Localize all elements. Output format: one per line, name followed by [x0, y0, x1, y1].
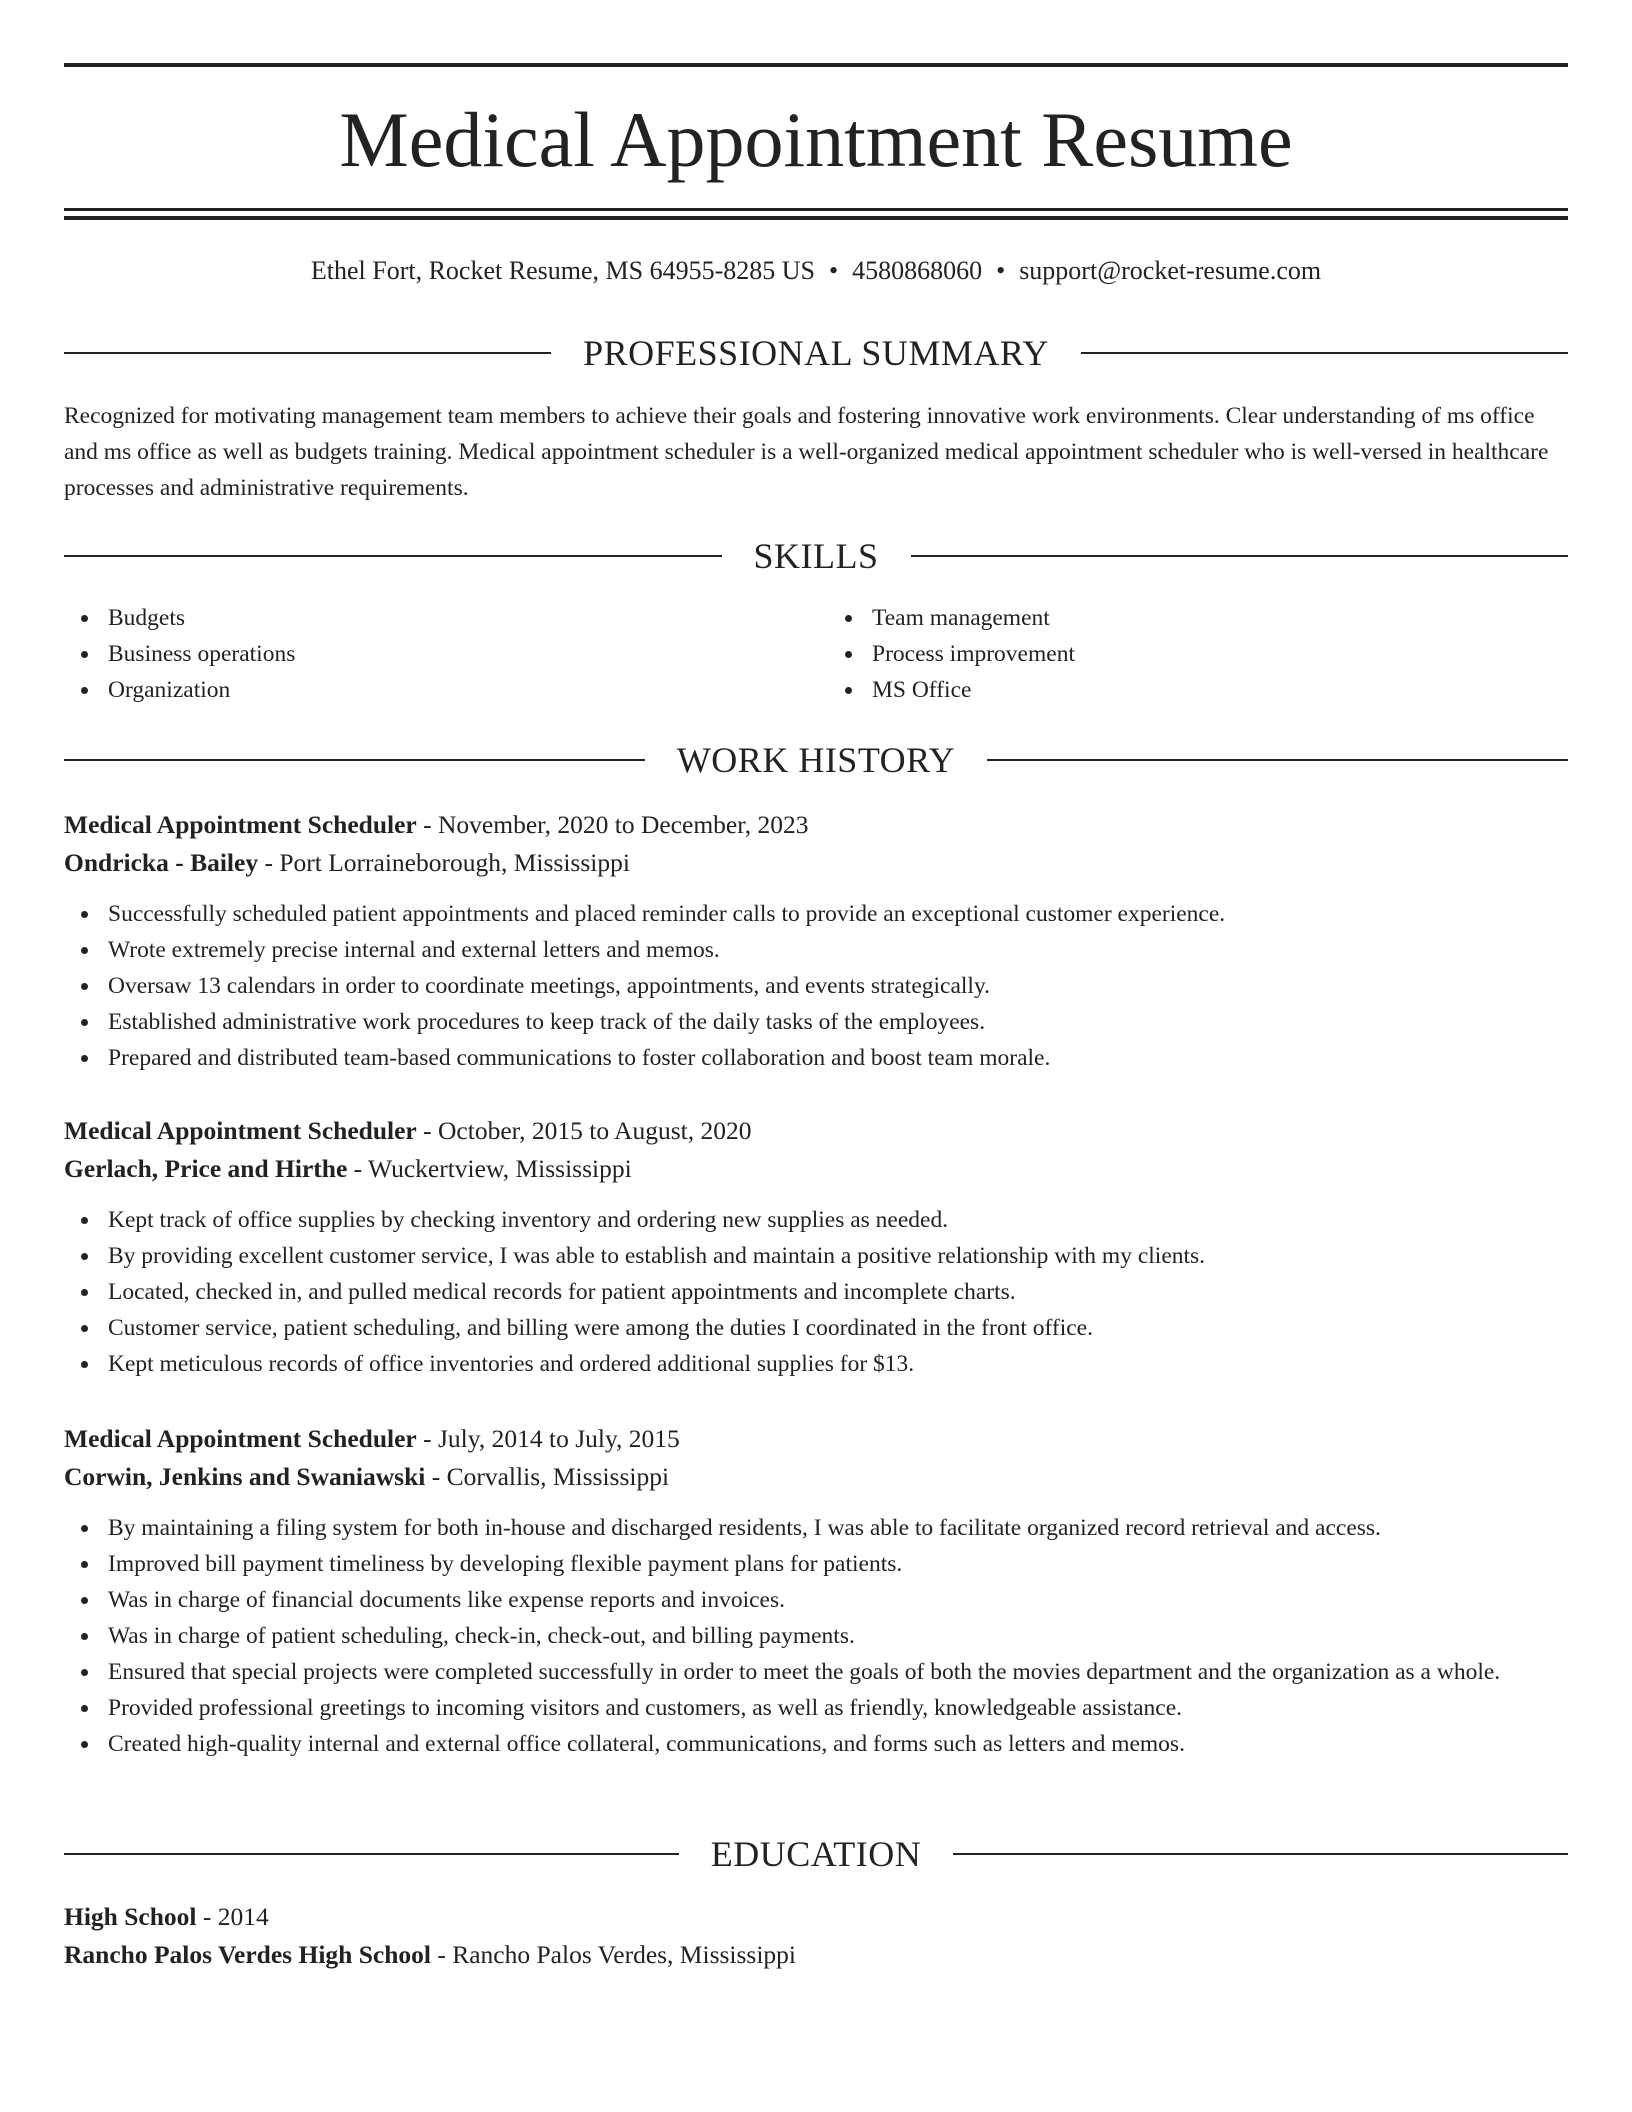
job-bullets [64, 1202, 1568, 1382]
list-item: Was in charge of patient scheduling, check-in, check-out, and billing payments. [64, 1618, 1568, 1654]
contact-line [64, 254, 1568, 288]
list-item: Process improvement [828, 636, 1568, 672]
list-item: Prepared and distributed team-based communications to foster collaboration and boost team morale. [64, 1040, 1568, 1076]
job-title-line [64, 1112, 1568, 1150]
list-item: MS Office [828, 672, 1568, 708]
job-title-line [64, 806, 1568, 844]
section-title: EDUCATION [710, 1834, 922, 1874]
job-title: Medical Appointment Scheduler [64, 810, 417, 839]
top-rule [64, 63, 1568, 67]
list-item: Business operations [64, 636, 816, 672]
section-title: PROFESSIONAL SUMMARY [583, 333, 1049, 373]
education-year: - 2014 [196, 1902, 269, 1931]
job-entry [64, 1112, 1568, 1382]
section-rule-left [64, 352, 551, 354]
list-item: Organization [64, 672, 816, 708]
section-rule-right [987, 759, 1568, 761]
list-item: Created high-quality internal and external office collateral, communications, and forms such as letters and memos. [64, 1726, 1568, 1762]
section-rule-right [953, 1853, 1568, 1855]
list-item: Provided professional greetings to incoming visitors and customers, as well as friendly, knowledgeable assistance. [64, 1690, 1568, 1726]
list-item: Kept meticulous records of office inventories and ordered additional supplies for $13. [64, 1346, 1568, 1382]
list-item: Kept track of office supplies by checking inventory and ordering new supplies as needed. [64, 1202, 1568, 1238]
skills-column-left [64, 600, 816, 708]
education-entry [64, 1898, 1568, 1974]
list-item: Improved bill payment timeliness by developing flexible payment plans for patients. [64, 1546, 1568, 1582]
list-item: Established administrative work procedures to keep track of the daily tasks of the employees. [64, 1004, 1568, 1040]
section-header-education [64, 1832, 1568, 1876]
job-location: - Corvallis, Mississippi [425, 1462, 670, 1491]
contact-separator: • [996, 256, 1006, 285]
list-item: Budgets [64, 600, 816, 636]
list-item: Located, checked in, and pulled medical records for patient appointments and incomplete charts. [64, 1274, 1568, 1310]
job-entry [64, 806, 1568, 1076]
section-header-work [64, 738, 1568, 782]
skills-column-right [816, 600, 1568, 708]
list-item: By maintaining a filing system for both in-house and discharged residents, I was able to facilitate organized record retrieval and access. [64, 1510, 1568, 1546]
page-title: Medical Appointment Resume [339, 96, 1293, 183]
job-bullets [64, 1510, 1568, 1762]
education-location: - Rancho Palos Verdes, Mississippi [430, 1940, 797, 1969]
job-dates: - November, 2020 to December, 2023 [416, 810, 809, 839]
skills-list [64, 600, 1568, 708]
summary-text: Recognized for motivating management team members to achieve their goals and fostering innovative work environments. Clear understanding of ms office and ms office as well as budgets training. Medical appointment scheduler is a well-organized medical appointment scheduler who is well-versed in healthcare processes and administrative requirements. [64, 403, 1549, 501]
section-title: WORK HISTORY [676, 740, 956, 780]
job-company: Ondricka - Bailey [64, 848, 259, 877]
education-school-line [64, 1936, 1568, 1974]
section-rule-left [64, 1853, 679, 1855]
list-item: Wrote extremely precise internal and external letters and memos. [64, 932, 1568, 968]
section-title: SKILLS [753, 536, 879, 576]
contact-email: support@rocket-resume.com [1019, 256, 1322, 285]
section-header-summary [64, 331, 1568, 375]
list-item: Oversaw 13 calendars in order to coordinate meetings, appointments, and events strategically. [64, 968, 1568, 1004]
education-school: Rancho Palos Verdes High School [64, 1940, 431, 1969]
job-company-line [64, 1150, 1568, 1188]
job-location: - Port Lorraineborough, Mississippi [258, 848, 630, 877]
job-entry [64, 1420, 1568, 1762]
education-degree: High School [64, 1902, 197, 1931]
list-item: Was in charge of financial documents like expense reports and invoices. [64, 1582, 1568, 1618]
section-rule-right [1081, 352, 1568, 354]
contact-separator: • [828, 256, 839, 285]
job-dates: - July, 2014 to July, 2015 [416, 1424, 680, 1453]
section-rule-left [64, 555, 722, 557]
job-company: Gerlach, Price and Hirthe [64, 1154, 348, 1183]
job-dates: - October, 2015 to August, 2020 [416, 1116, 752, 1145]
contact-address: Ethel Fort, Rocket Resume, MS 64955-8285 US [310, 256, 815, 285]
job-bullets [64, 896, 1568, 1076]
job-company-line [64, 1458, 1568, 1496]
job-title: Medical Appointment Scheduler [64, 1116, 417, 1145]
list-item: Ensured that special projects were completed successfully in order to meet the goals of both the movies department and the organization as a whole. [64, 1654, 1568, 1690]
section-header-skills [64, 534, 1568, 578]
title-double-rule [64, 208, 1568, 220]
job-title: Medical Appointment Scheduler [64, 1424, 417, 1453]
section-rule-right [911, 555, 1569, 557]
job-location: - Wuckertview, Mississippi [347, 1154, 632, 1183]
education-degree-line [64, 1898, 1568, 1936]
list-item: Team management [828, 600, 1568, 636]
job-company-line [64, 844, 1568, 882]
list-item: By providing excellent customer service, I was able to establish and maintain a positive relationship with my clients. [64, 1238, 1568, 1274]
job-title-line [64, 1420, 1568, 1458]
list-item: Successfully scheduled patient appointments and placed reminder calls to provide an exceptional customer experience. [64, 896, 1568, 932]
list-item: Customer service, patient scheduling, and billing were among the duties I coordinated in the front office. [64, 1310, 1568, 1346]
section-rule-left [64, 759, 645, 761]
job-company: Corwin, Jenkins and Swaniawski [64, 1462, 426, 1491]
contact-phone: 4580868060 [852, 256, 983, 285]
